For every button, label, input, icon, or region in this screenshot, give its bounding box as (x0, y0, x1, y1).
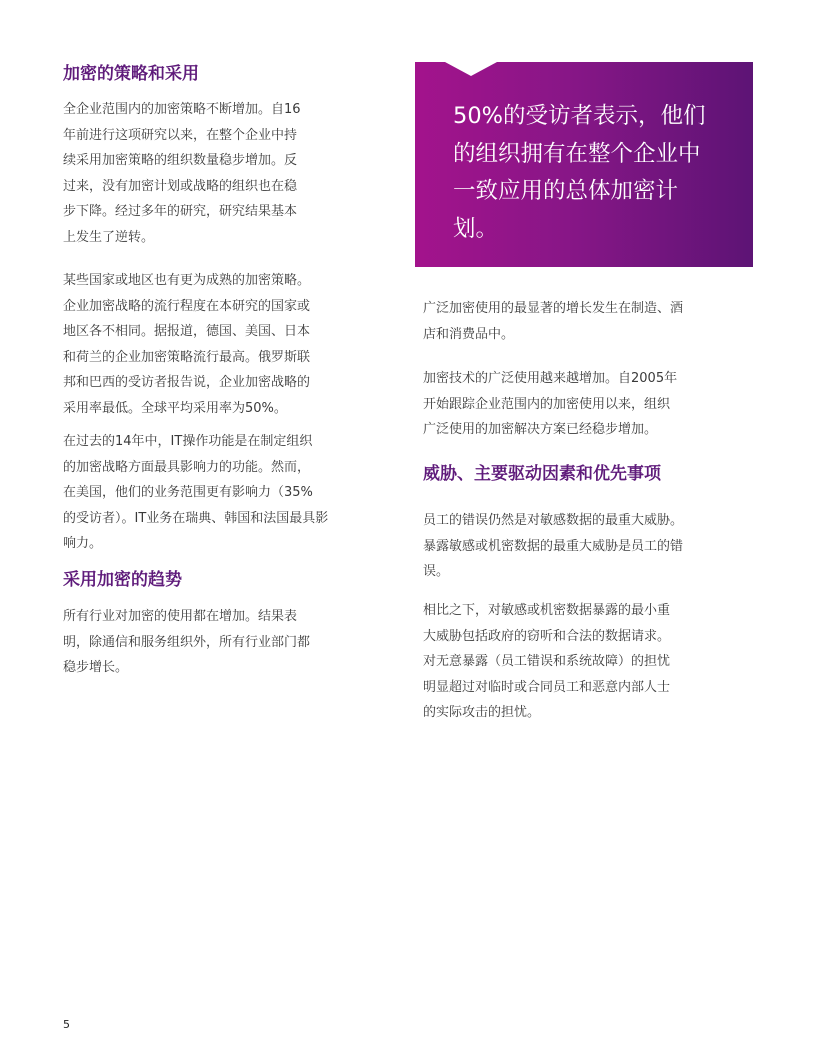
text-line: 某些国家或地区也有更为成熟的加密策略。 (63, 273, 311, 288)
pull-quote-callout (415, 62, 753, 267)
text-line: 明显超过对临时或合同员工和恶意内部人士 (423, 679, 671, 695)
text-line: 的受访者）。IT业务在瑞典、韩国和法国最具影 (63, 510, 329, 526)
text-line: 续采用加密策略的组织数量稳步增加。反 (63, 153, 298, 168)
text-line: 员工的错误仍然是对敏感数据的最重大威胁。 (423, 513, 684, 528)
text-line: 在过去的14年中，IT操作功能是在制定组织 (63, 434, 313, 449)
callout-notch (445, 62, 497, 76)
paragraph-industry-trends (63, 604, 310, 681)
text-line: 相比之下，对敏感或机密数据暴露的最小重 (423, 603, 671, 618)
paragraph-country-maturity (63, 268, 310, 421)
page-number: 5 (63, 1018, 70, 1031)
paragraph-employee-error (423, 508, 683, 585)
text-line: 邦和巴西的受访者报告说，企业加密战略的 (63, 375, 311, 390)
text-line: 所有行业对加密的使用都在增加。结果表 (63, 609, 298, 624)
text-line: 过来，没有加密计划或战略的组织也在稳 (63, 178, 298, 194)
text-line: 大威胁包括政府的窃听和合法的数据请求。 (423, 628, 671, 644)
text-line: 年前进行这项研究以来，在整个企业中持 (63, 127, 298, 143)
text-line: 的组织拥有在整个企业中 (453, 140, 701, 167)
text-line: 和荷兰的企业加密策略流行最高。俄罗斯联 (63, 349, 311, 365)
pull-quote-text (453, 98, 706, 248)
paragraph-least-threats (423, 598, 670, 726)
text-line: 在美国，他们的业务范围更有影响力（35% (63, 485, 313, 500)
text-line: 一致应用的总体加密计 (453, 178, 679, 204)
text-line: 明，除通信和服务组织外，所有行业部门都 (63, 634, 311, 650)
section-heading-strategy: 加密的策略和采用 (63, 64, 199, 84)
section-heading-trends: 采用加密的趋势 (63, 570, 182, 590)
text-line: 全企业范围内的加密策略不断增加。自16 (63, 102, 301, 117)
text-line: 暴露敏感或机密数据的最重大威胁是员工的错 (423, 538, 684, 554)
text-line: 划。 (453, 215, 499, 242)
text-line: 的实际攻击的担忧。 (423, 705, 541, 720)
text-line: 对无意暴露（员工错误和系统故障）的担忧 (423, 654, 671, 669)
paragraph-it-operations (63, 429, 328, 557)
paragraph-growth-sectors (423, 296, 683, 347)
text-line: 广泛使用的加密解决方案已经稳步增加。 (423, 422, 658, 437)
text-line: 开始跟踪企业范围内的加密使用以来，组织 (423, 396, 671, 412)
text-line: 上发生了逆转。 (63, 229, 155, 245)
text-line: 的加密战略方面最具影响力的功能。然而， (63, 459, 311, 475)
paragraph-strategy-intro (63, 97, 301, 250)
text-line: 步下降。经过多年的研究，研究结果基本 (63, 204, 298, 219)
text-line: 广泛加密使用的最显著的增长发生在制造、酒 (423, 301, 684, 316)
text-line: 50%的受访者表示，他们 (453, 103, 706, 129)
text-line: 响力。 (63, 536, 103, 551)
text-line: 企业加密战略的流行程度在本研究的国家或 (63, 298, 311, 314)
text-line: 地区各不相同。据报道，德国、美国、日本 (63, 324, 311, 339)
text-line: 误。 (423, 564, 450, 579)
text-line: 店和消费品中。 (423, 326, 515, 342)
paragraph-usage-growth (423, 366, 677, 443)
text-line: 稳步增长。 (63, 660, 129, 675)
section-heading-threats: 威胁、主要驱动因素和优先事项 (423, 464, 661, 484)
text-line: 加密技术的广泛使用越来越增加。自2005年 (423, 371, 678, 386)
text-line: 采用率最低。全球平均采用率为50%。 (63, 400, 287, 416)
